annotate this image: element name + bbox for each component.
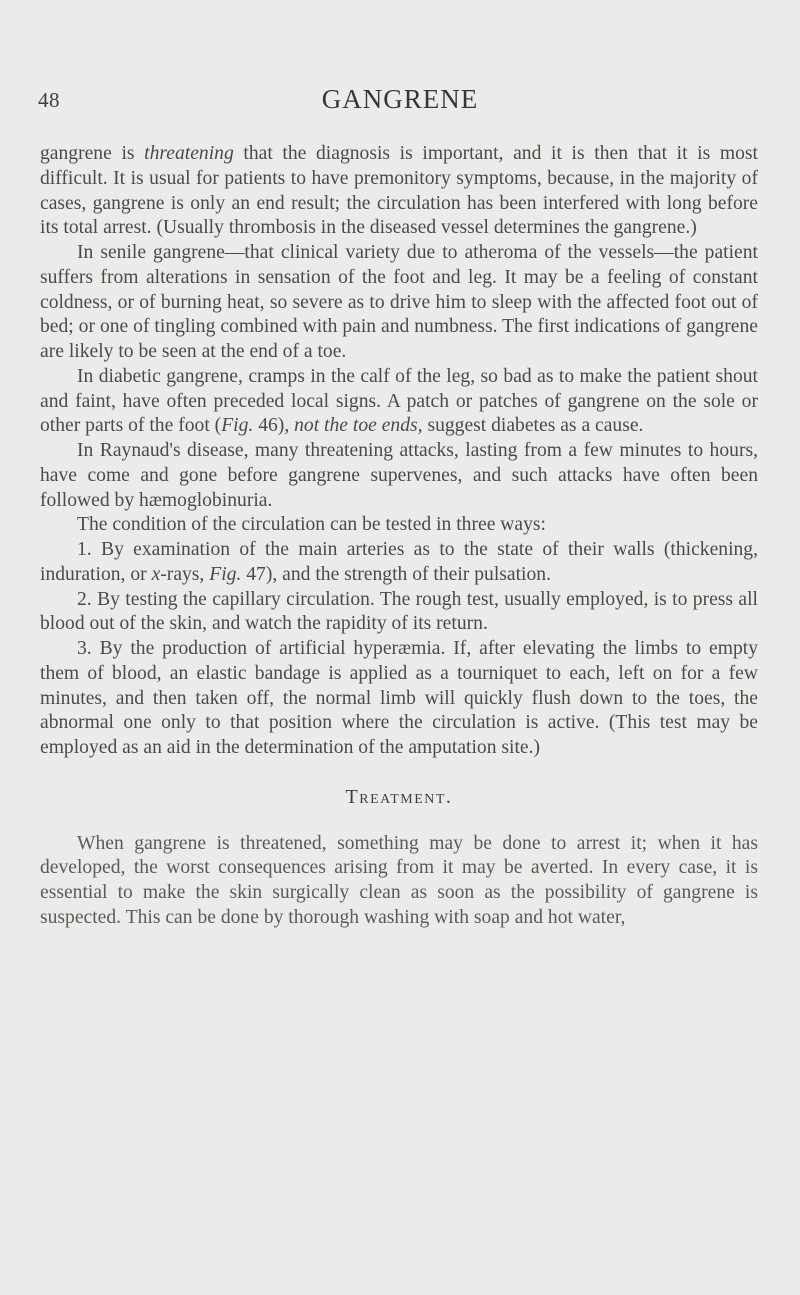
list-item-2: 2. By testing the capillary circulation. The rough test, usually employed, is to press all blood out of the skin, and watch the rapidity of its return. xyxy=(40,588,758,635)
fig-reference: Fig. xyxy=(209,563,242,585)
paragraph-raynauds-disease: In Raynaud's disease, many threatening attacks, lasting from a few minutes to hours, have come and gone before gangrene supervenes, and such attacks have often been followed by hæmoglobinuria. xyxy=(40,440,758,511)
section-title: Treatment. xyxy=(345,785,453,808)
running-head: GANGRENE xyxy=(321,84,479,114)
list-item-1: 1. By examination of the main arteries as to the state of their walls (thickening, induration, or x-rays, Fig. 47), and the strength of their pulsation. xyxy=(40,539,758,585)
body-text xyxy=(40,142,758,931)
paragraph-continued: gangrene is threatening that the diagnosis is important, and it is then that it is most difficult. It is usual for patients to have premonitory symptoms, because, in the majority of cases, gangrene is only an end result; the circulation has been interfered with long before its total arrest. (Usually thrombosis in the diseased vessel determines the gangrene.) xyxy=(40,143,758,239)
paragraph-diabetic-gangrene: In diabetic gangrene, cramps in the calf of the leg, so bad as to make the patient shout and faint, have often preceded local signs. A patch or patches of gangrene on the sole or other parts of the foot (Fig. 46), not the toe ends, suggest diabetes as a cause. xyxy=(40,365,758,437)
paragraph-circulation-tests-intro: The condition of the circulation can be tested in three ways: xyxy=(77,514,546,536)
emphasis-threatening: threatening xyxy=(144,143,234,164)
fig-reference: Fig. xyxy=(221,415,254,437)
list-item-3: 3. By the production of artificial hyperæmia. If, after elevating the limbs to empty them of blood, an elastic bandage is applied as a tourniquet to each, left on for a few minutes, and then taken off, the normal limb will quickly flush down to the toes, the abnormal one only to that position where the circulation is active. (This test may be employed as an aid in the determination of the amputation site.) xyxy=(40,638,758,758)
paragraph-senile-gangrene: In senile gangrene—that clinical variety due to atheroma of the vessels—the patient suffers from alterations in sensation of the foot and leg. It may be a feeling of constant coldness, or of burning heat, so severe as to drive him to sleep with the affected foot out of bed; or one of tingling combined with pain and numbness. The first indications of gangrene are likely to be seen at the end of a toe. xyxy=(40,242,758,362)
emphasis-not-toe-ends: not the toe ends, xyxy=(294,415,423,437)
x-italic: x xyxy=(151,563,161,585)
paragraph-treatment: When gangrene is threatened, something may be done to arrest it; when it has developed, the worst consequences arising from it may be averted. In every case, it is essential to make the skin surgically clean as soon as the possibility of gangrene is suspected. This can be done by thorough washing with soap and hot water, xyxy=(40,832,758,928)
page-header xyxy=(0,84,800,120)
page-number: 48 xyxy=(38,88,60,112)
